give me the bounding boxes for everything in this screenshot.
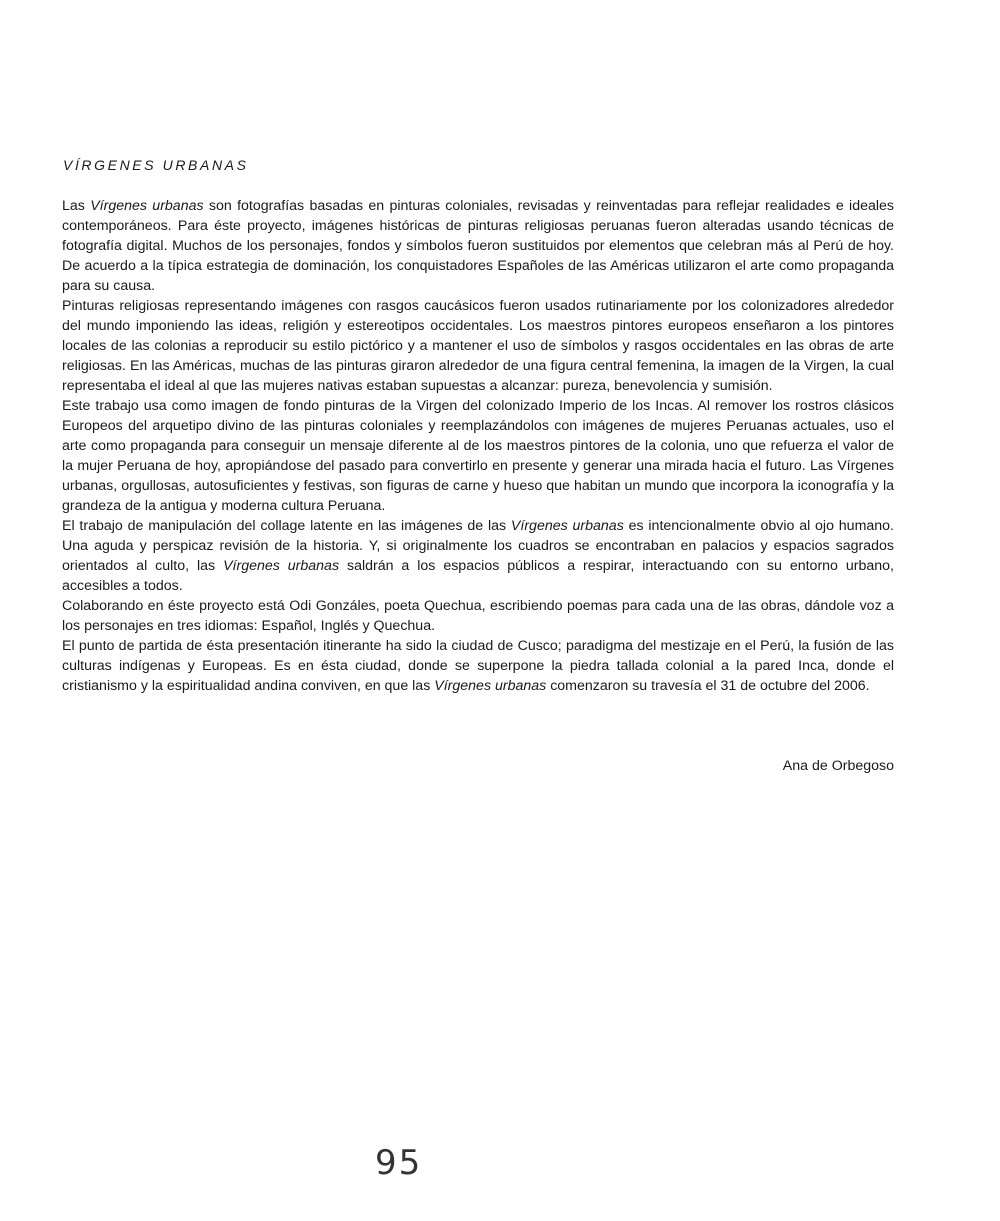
paragraph-2 <box>62 296 894 396</box>
author-signature: Ana de Orbegoso <box>782 758 894 774</box>
text-segment: El punto de partida de ésta presentación itinerante ha sido la ciudad de Cusco; paradigma del mestizaje en el Perú, la fusión de las culturas indígenas y Europeas. Es en ésta ciudad, donde se superpone la piedra tallada colonial a la pared Inca, donde el cristianismo y la espiritualidad andina conviven, en que las <box>62 638 894 694</box>
text-segment: Pinturas religiosas representando imágenes con rasgos caucásicos fueron usados rutinariamente por los colonizadores alrededor del mundo imponiendo las ideas, religión y estereotipos occidentales. Los maestros pintores europeos enseñaron a los pintores locales de las colonias a reproducir su estilo pictórico y a mantener el uso de símbolos y rasgos occidentales en las obras de arte religiosas. En las Américas, muchas de las pinturas giraron alrededor de una figura central femenina, la imagen de la Virgen, la cual representaba el ideal al que las mujeres nativas estaban supuestas a alcanzar: pureza, benevolencia y sumisión. <box>62 298 894 394</box>
text-segment: Colaborando en éste proyecto está Odi Gonzáles, poeta Quechua, escribiendo poemas para cada una de las obras, dándole voz a los personajes en tres idiomas: Español, Inglés y Quechua. <box>62 598 894 634</box>
text-segment: son fotografías basadas en pinturas coloniales, revisadas y reinventadas para reflejar realidades e ideales contemporáneos. Para éste proyecto, imágenes históricas de pinturas religiosas peruanas fueron alteradas usando técnicas de fotografía digital. Muchos de los personajes, fondos y símbolos fueron sustituidos por elementos que celebran más al Perú de hoy. De acuerdo a la típica estrategia de dominación, los conquistadores Españoles de las Américas utilizaron el arte como propaganda para su causa. <box>62 198 894 294</box>
paragraph-6 <box>62 636 894 696</box>
paragraph-4 <box>62 516 894 596</box>
italic-title: Vírgenes urbanas <box>90 198 204 214</box>
body-text <box>62 196 894 696</box>
paragraph-5 <box>62 596 894 636</box>
section-heading: VÍRGENES URBANAS <box>63 157 249 173</box>
text-segment: es intencionalmente obvio al ojo humano. Una aguda y perspicaz revisión de la historia. Y, si originalmente los cuadros se encontraban en palacios y espacios sagrados orientados al culto, las <box>62 518 894 574</box>
paragraph-3 <box>62 396 894 516</box>
paragraph-1 <box>62 196 894 296</box>
page-number: 95 <box>375 1143 423 1183</box>
text-segment: saldrán a los espacios públicos a respirar, interactuando con su entorno urbano, accesibles a todos. <box>62 558 894 594</box>
italic-title: Vírgenes urbanas <box>434 678 547 694</box>
text-segment: Este trabajo usa como imagen de fondo pinturas de la Virgen del colonizado Imperio de los Incas. Al remover los rostros clásicos Europeos del arquetipo divino de las pinturas coloniales y reemplazándolos con imágenes de mujeres Peruanas actuales, uso el arte como propaganda para conseguir un mensaje diferente al de los maestros pintores de la colonia, uno que refuerza el valor de la mujer Peruana de hoy, apropiándose del pasado para convertirlo en presente y generar una mirada hacia el futuro. Las Vírgenes urbanas, orgullosas, autosuficientes y festivas, son figuras de carne y hueso que habitan un mundo que incorpora la iconografía y la grandeza de la antigua y moderna cultura Peruana. <box>62 398 894 514</box>
text-segment: El trabajo de manipulación del collage latente en las imágenes de las <box>62 518 511 534</box>
italic-title: Vírgenes urbanas <box>510 518 624 534</box>
text-segment: Las <box>62 198 91 214</box>
italic-title: Vírgenes urbanas <box>223 558 340 574</box>
text-segment: comenzaron su travesía el 31 de octubre del 2006. <box>546 678 870 694</box>
